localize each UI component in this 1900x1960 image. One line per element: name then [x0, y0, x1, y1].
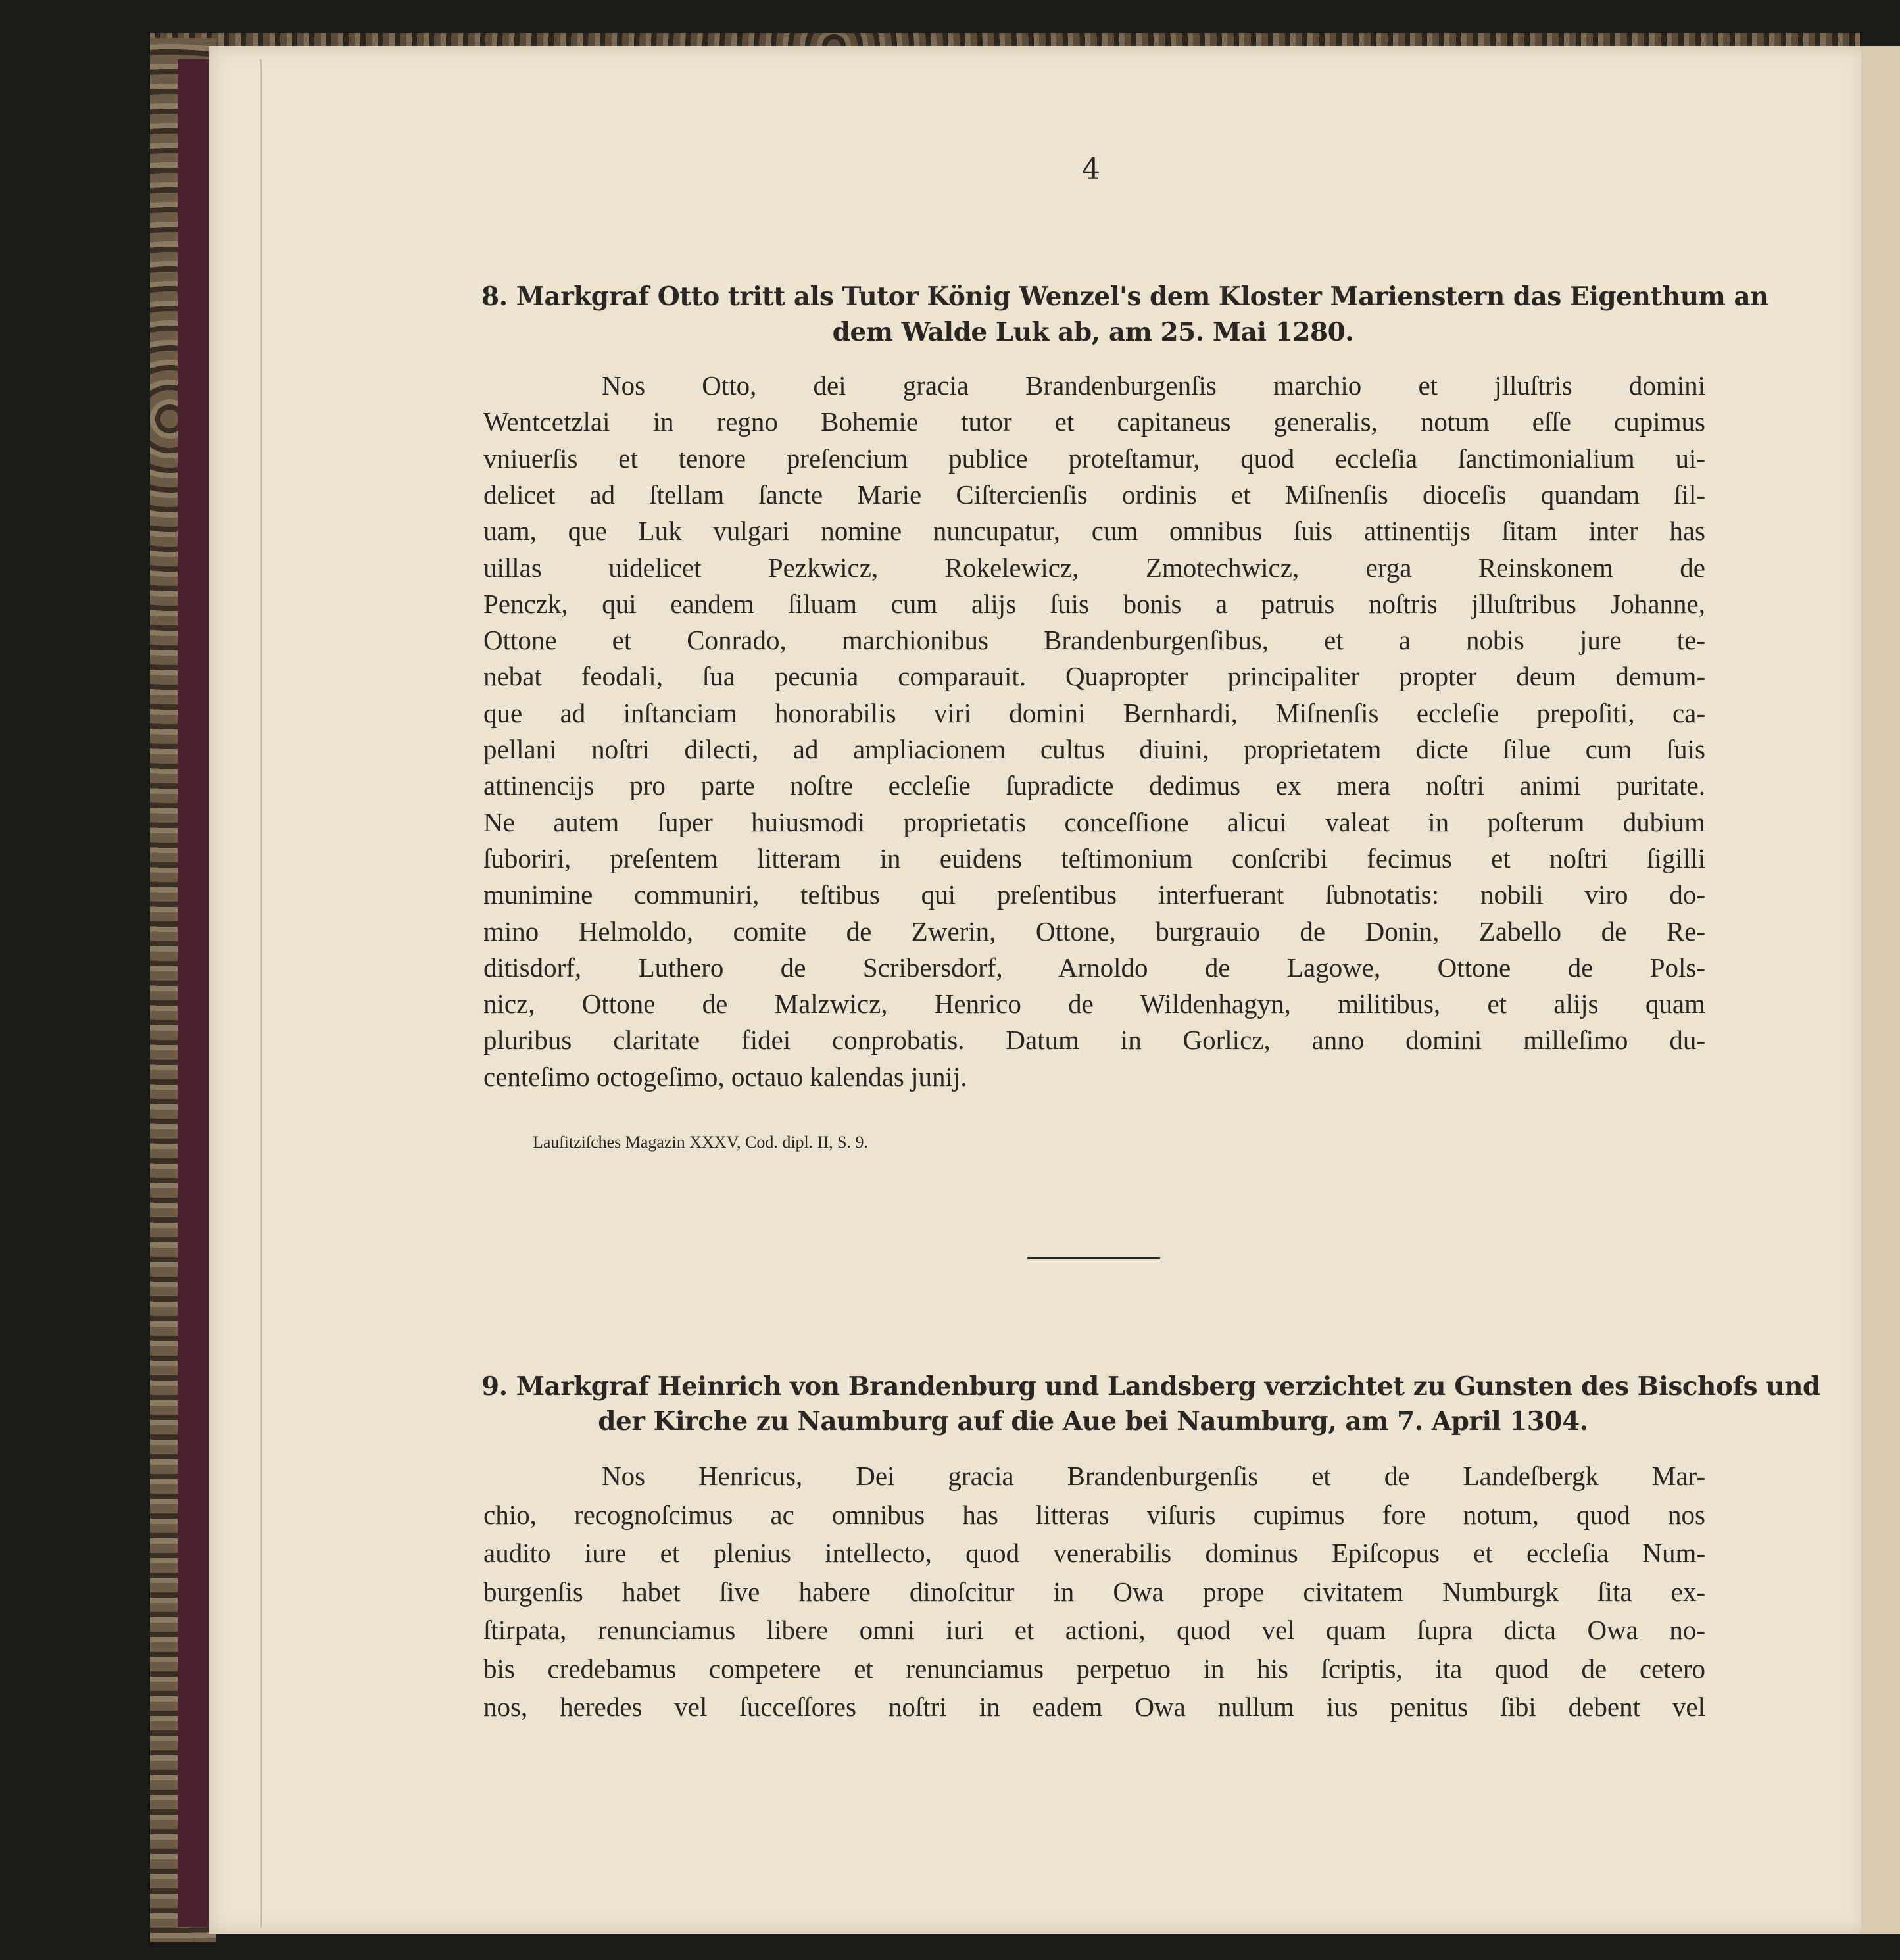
text-line: Penczk, qui eandem ſiluam cum alijs ſuis bonis a patruis noſtris jlluſtribus Johanne, — [483, 588, 1705, 619]
page-fold — [260, 59, 262, 1927]
text-line: chio, recognoſcimus ac omnibus has litteras viſuris cupimus fore notum, quod nos — [483, 1499, 1705, 1530]
section-9-heading-line: der Kirche zu Naumburg auf die Aue bei Naumburg, am 7. April 1304. — [598, 1406, 1588, 1436]
text-line: mino Helmoldo, comite de Zwerin, Ottone, burgrauio de Donin, Zabello de Re- — [483, 916, 1705, 946]
section-8-heading-line: 8. Markgraf Otto tritt als Tutor König Wenzel's dem Kloster Marienstern das Eigenthum an — [481, 282, 1769, 312]
section-9-heading-line: 9. Markgraf Heinrich von Brandenburg und Landsberg verzichtet zu Gunsten des Bischofs und — [481, 1371, 1820, 1402]
text-line: ſuboriri, preſentem litteram in euidens teſtimonium conſcribi fecimus et noſtri ſigilli — [483, 843, 1705, 873]
text-line: attinencijs pro parte noſtre eccleſie ſupradicte dedimus ex mera noſtri animi puritate. — [483, 770, 1705, 801]
text-line: pellani noſtri dilecti, ad ampliacionem cultus diuini, proprietatem dicte ſilue cum ſuis — [483, 734, 1705, 764]
text-line: nebat feodali, ſua pecunia comparauit. Quapropter principaliter propter deum demum- — [483, 661, 1705, 692]
text-line: ſtirpata, renunciamus libere omni iuri et actioni, quod vel quam ſupra dicta Owa no- — [483, 1615, 1705, 1645]
text-line: nos, heredes vel ſucceſſores noſtri in eadem Owa nullum ius penitus ſibi debent vel — [483, 1692, 1705, 1722]
text-line: burgenſis habet ſive habere dinoſcitur in Owa prope civitatem Numburgk ſita ex- — [483, 1576, 1705, 1607]
text-line: que ad inſtanciam honorabilis viri domini Bernhardi, Miſnenſis eccleſie prepoſiti, ca- — [483, 697, 1705, 728]
text-line: ditisdorf, Luthero de Scribersdorf, Arnoldo de Lagowe, Ottone de Pols- — [483, 952, 1705, 983]
text-line: Ne autem ſuper huiusmodi proprietatis conceſſione alicui valeat in poſterum dubium — [483, 806, 1705, 837]
text-line: pluribus claritate fidei conprobatis. Datum in Gorlicz, anno domini milleſimo du- — [483, 1025, 1705, 1056]
text-line: audito iure et plenius intellecto, quod venerabilis dominus Epiſcopus et eccleſia Num- — [483, 1538, 1705, 1568]
source-citation: Lauſitziſches Magazin XXXV, Cod. dipl. II, S. 9. — [533, 1133, 869, 1152]
section-divider — [1027, 1257, 1160, 1259]
text-line: Nos Henricus, Dei gracia Brandenburgenſis et de Landeſbergk Mar- — [602, 1461, 1705, 1491]
next-page-edge — [1861, 46, 1900, 1934]
text-line: uam, que Luk vulgari nomine nuncupatur, cum omnibus ſuis attinentijs ſitam inter has — [483, 516, 1705, 547]
text-line: nicz, Ottone de Malzwicz, Henrico de Wildenhagyn, militibus, et alijs quam — [483, 989, 1705, 1019]
text-line: uillas uidelicet Pezkwicz, Rokelewicz, Zmotechwicz, erga Reinskonem de — [483, 552, 1705, 583]
page-number: 4 — [1082, 153, 1100, 186]
text-line: delicet ad ſtellam ſancte Marie Ciſtercienſis ordinis et Miſnenſis dioceſis quandam ſil- — [483, 479, 1705, 510]
text-line: vniuerſis et tenore preſencium publice proteſtamur, quod eccleſia ſanctimonialium ui- — [483, 443, 1705, 474]
text-line: centeſimo octogeſimo, octauo kalendas junij. — [483, 1061, 967, 1092]
text-line: Wentcetzlai in regno Bohemie tutor et capitaneus generalis, notum eſſe cupimus — [483, 406, 1705, 437]
section-8-heading-line: dem Walde Luk ab, am 25. Mai 1280. — [832, 317, 1354, 347]
text-line: munimine communiri, teſtibus qui preſentibus interfuerant ſubnotatis: nobili viro do- — [483, 879, 1705, 910]
text-line: bis credebamus competere et renunciamus perpetuo in his ſcriptis, ita quod de cetero — [483, 1653, 1705, 1684]
text-line: Ottone et Conrado, marchionibus Brandenburgenſibus, et a nobis jure te- — [483, 625, 1705, 656]
book-spine — [178, 59, 209, 1927]
text-line: Nos Otto, dei gracia Brandenburgenſis marchio et jlluſtris domini — [602, 370, 1705, 401]
